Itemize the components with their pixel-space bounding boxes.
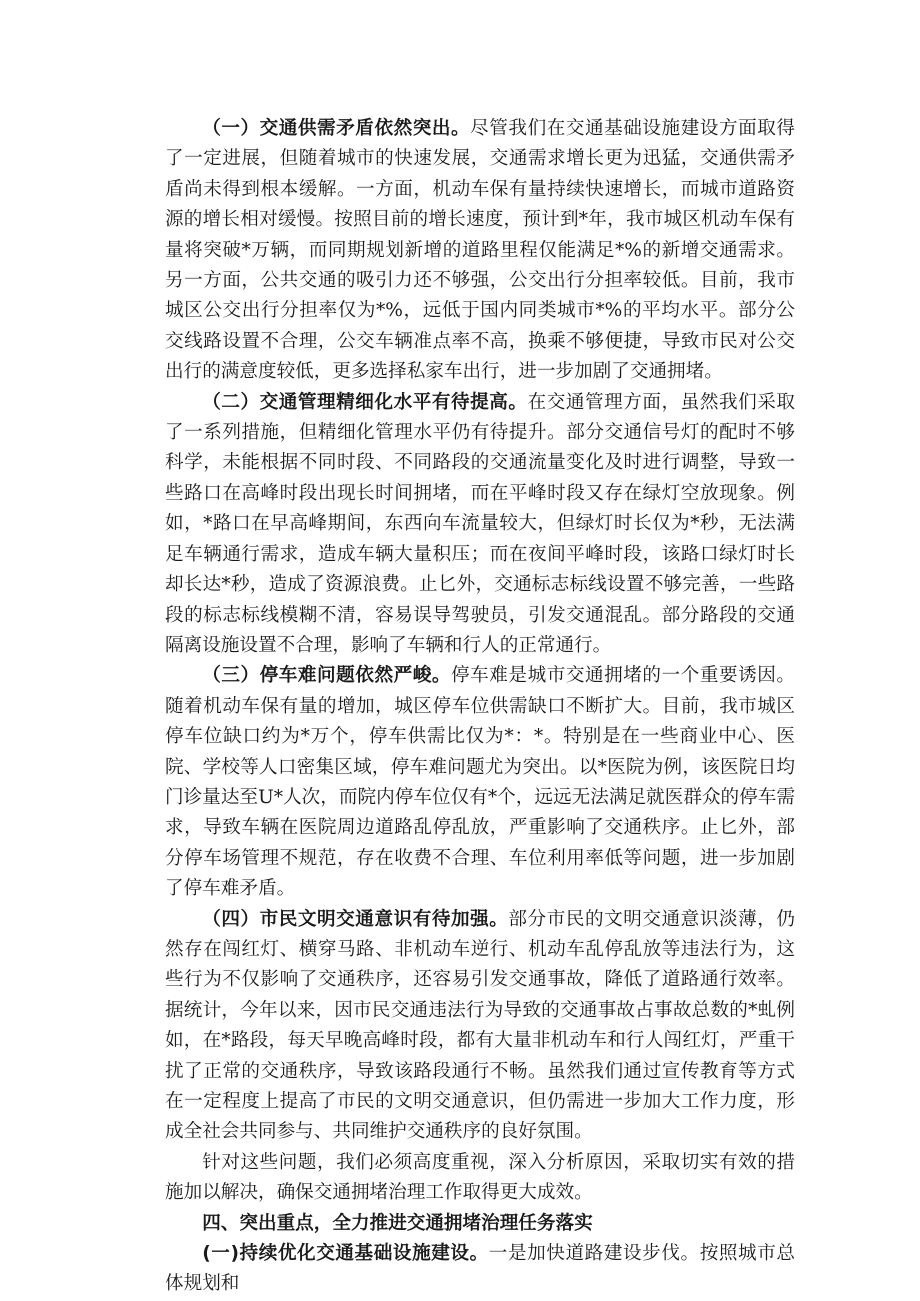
paragraph-lead: （二）交通管理精细化水平有待提高。 <box>202 391 528 413</box>
paragraph-infrastructure <box>165 1239 795 1300</box>
paragraph-body: 一是加快道路建设步伐。按照城市总体规划和 <box>165 1243 795 1295</box>
paragraph-conclusion <box>165 1148 795 1209</box>
section-heading: 四、突出重点，全力推进交通拥堵治理任务落实 <box>202 1212 593 1234</box>
document-page <box>165 114 795 1300</box>
paragraph-lead: （三）停车难问题依然严峻。 <box>202 665 452 687</box>
paragraph-lead: (一)持续优化交通基础设施建设。 <box>202 1243 489 1265</box>
paragraph-parking <box>165 661 795 904</box>
paragraph-body: 尽管我们在交通基础设施建设方面取得了一定进展，但随着城市的快速发展，交通需求增长更为迅猛，交通供需矛盾尚未得到根本缓解。一方面，机动车保有量持续快速增长，而城市道路资源的增长相对缓慢。按照目前的增长速度，预计到*年，我市城区机动车保有量将突破*万辆，而同期规划新增的道路里程仅能满足*%的新增交通需求。另一方面，公共交通的吸引力还不够强，公交出行分担率较低。目前，我市城区公交出行分担率仅为*%，远低于国内同类城市*%的平均水平。部分公交线路设置不合理，公交车辆准点率不高，换乘不够便捷，导致市民对公交出行的满意度较低，更多选择私家车出行，进一步加剧了交通拥堵。 <box>165 118 795 383</box>
paragraph-traffic-management <box>165 388 795 662</box>
paragraph-lead: （四）市民文明交通意识有待加强。 <box>202 908 509 930</box>
paragraph-lead: （一）交通供需矛盾依然突出。 <box>202 118 471 139</box>
paragraph-body: 停车难是城市交通拥堵的一个重要诱因。随着机动车保有量的增加，城区停车位供需缺口不断扩大。目前，我市城区停车位缺口约为*万个，停车供需比仅为*：*。特别是在一些商业中心、医院、学校等人口密集区域，停车难问题尤为突出。以*医院为例，该医院日均门诊量达至U*人次，而院内停车位仅有*个，远远无法满足就医群众的停车需求，导致车辆在医院周边道路乱停乱放，严重影响了交通秩序。止匕外，部分停车场管理不规范，存在收费不合理、车位利用率低等问题，进一步加剧了停车难矛盾。 <box>165 665 795 900</box>
paragraph-body: 在交通管理方面，虽然我们采取了一系列措施，但精细化管理水平仍有待提升。部分交通信号灯的配时不够科学，未能根据不同时段、不同路段的交通流量变化及时进行调整，导致一些路口在高峰时段出现长时间拥堵，而在平峰时段又存在绿灯空放现象。例如，*路口在早高峰期间，东西向车流量较大，但绿灯时长仅为*秒，无法满足车辆通行需求，造成车辆大量积压；而在夜间平峰时段，该路口绿灯时长却长达*秒，造成了资源浪费。止匕外，交通标志标线设置不够完善，一些路段的标志标线模糊不清，容易误导驾驶员，引发交通混乱。部分路段的交通隔离设施设置不合理，影响了车辆和行人的正常通行。 <box>165 391 795 656</box>
paragraph-body: 针对这些问题，我们必须高度重视，深入分析原因，采取切实有效的措施加以解决，确保交通拥堵治理工作取得更大成效。 <box>165 1151 795 1204</box>
paragraph-civic-awareness <box>165 905 795 1148</box>
paragraph-body: 部分市民的文明交通意识淡薄，仍然存在闯红灯、横穿马路、非机动车逆行、机动车乱停乱放等违法行为，这些行为不仅影响了交通秩序，还容易引发交通事故，降低了道路通行效率。据统计，今年以来，因市民交通违法行为导致的交通事故占事故总数的*虬例如，在*路段，每天早晚高峰时段，都有大量非机动车和行人闯红灯，严重干扰了正常的交通秩序，导致该路段通行不畅。虽然我们通过宣传教育等方式在一定程度上提高了市民的文明交通意识，但仍需进一步加大工作力度，形成全社会共同参与、共同维护交通秩序的良好氛围。 <box>165 908 795 1143</box>
paragraph-supply-demand <box>165 114 795 388</box>
